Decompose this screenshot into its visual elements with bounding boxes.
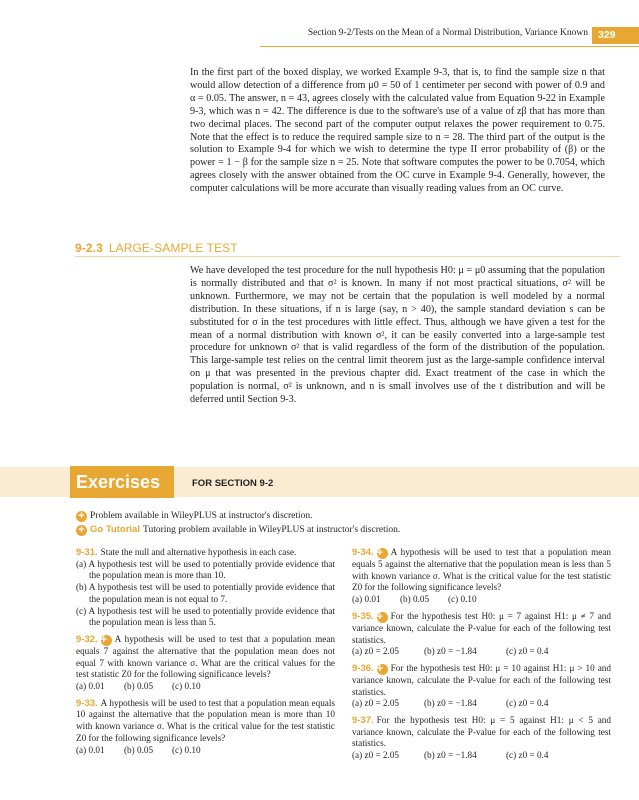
intro-paragraph: In the first part of the boxed display, we worked Example 9-3, that is, to find the sample size n that would allow detection of a difference from μ0 = 50 of 1 centimeter per second with power of 0.9 and α = 0.05. The answer, n = 43, agrees closely with the calculated value from Equation 9-22 in Example 9-3, which was n = 42. The difference is due to the software's use of a value of zβ that has more than two decimal places. The second part of the computer output relaxes the power requirement to 0.75. Note that the effect is to reduce the required sample size to n = 28. The third part of the output is the solution to Example 9-4 for which we wish to determine the type II error probability of (β) or the power = 1 − β for the sample size n = 25. Note that software computes the power to be 0.7054, which agrees closely with the answer obtained from the OC curve in Example 9-4. Generally, however, the computer calculations will be more accurate than visually reading values from an OC curve.	[190, 67, 605, 195]
answer-c: (c) z0 = 0.4	[506, 750, 549, 761]
exercise-text: A hypothesis will be used to test that a population mean equals 7 against the alternative that the population mean does not equal 7 with known variance σ. What are the critical values for the test statistic Z0 for the following significance levels?	[76, 633, 335, 680]
exercise-answers	[352, 594, 611, 606]
answer-a: (a) z0 = 2.05	[352, 750, 400, 761]
exercise-number: 9-34.	[352, 547, 374, 558]
answer-b: (b) z0 = −1.84	[424, 750, 477, 761]
exercise-9-35	[352, 611, 611, 658]
answer-b: (b) 0.05	[400, 594, 430, 605]
exercises-subtitle: FOR SECTION 9-2	[192, 478, 274, 489]
exercises-title: Exercises	[76, 472, 161, 492]
exercise-text: For the hypothesis test H0: μ = 10 against H1: μ > 10 and variance known, calculate the P-value for each of the following test statistics.	[352, 662, 611, 697]
exercise-number: 9-35.	[352, 610, 374, 622]
plus-icon: +	[76, 511, 87, 522]
plus-icon: +	[377, 612, 388, 623]
exercise-answers	[352, 646, 611, 658]
exercise-number: 9-31.	[76, 547, 98, 558]
exercise-9-36	[352, 663, 611, 710]
section-rule	[75, 256, 620, 257]
legend-tutorial	[76, 524, 400, 536]
plus-icon: +	[377, 664, 388, 675]
answer-c: (c) 0.10	[448, 594, 477, 605]
exercise-9-33	[76, 698, 335, 757]
answer-c: (c) z0 = 0.4	[506, 698, 549, 709]
exercise-9-32	[76, 634, 335, 693]
answer-a: (a) 0.01	[352, 594, 381, 605]
exercise-text: A hypothesis will be used to test that a population mean equals 5 against the alternative that the population mean is less than 5 with known variance σ. What is the critical value for the test statistic Z0 for the following significance levels?	[352, 547, 611, 593]
exercise-part: (a) A hypothesis test will be used to potentially provide evidence that the population mean is more than 10.	[76, 558, 335, 581]
section-paragraph: We have developed the test procedure for the null hypothesis H0: μ = μ0 assuming that the population is normally distributed and that σ² is known. In many if not most practical situations, σ² will be unknown. Furthermore, we may not be certain that the population is well modeled by a normal distribution. In these situations, if n is large (say, n > 40), the sample standard deviation s can be substituted for σ in the test procedures with little effect. Thus, although we have given a test for the mean of a normal distribution with known σ², it can be easily converted into a large-sample test procedure for unknown σ² that is valid regardless of the form of the distribution of the population. This large-sample test relies on the central limit theorem just as the large-sample confidence interval on μ that was presented in the previous chapter did. Exact treatment of the case in which the population is normal, σ² is unknown, and n is small involves use of the t distribution and will be deferred until Section 9-3.	[190, 265, 605, 406]
plus-icon: +	[101, 635, 112, 646]
exercise-answers	[76, 681, 335, 693]
exercise-number: 9-37.	[352, 715, 374, 727]
exercise-part: (b) A hypothesis test will be used to potentially provide evidence that the population mean is not equal to 7.	[76, 582, 335, 604]
exercise-number: 9-33.	[76, 697, 98, 709]
running-head: Section 9-2/Tests on the Mean of a Normal Distribution, Variance Known	[307, 28, 588, 38]
exercise-number: 9-32.	[76, 633, 98, 645]
legend-plus-text: Problem available in WileyPLUS at instructor's discretion.	[90, 511, 313, 521]
exercise-text: A hypothesis will be used to test that a population mean equals 10 against the alternative that the population mean is more than 10 with known variance σ. What is the critical value for the test statistic Z0 for the following significance levels?	[76, 697, 335, 743]
go-tutorial-label: Go Tutorial	[90, 524, 140, 535]
exercise-text: For the hypothesis test H0: μ = 5 against H1: μ < 5 and variance known, calculate the P-value for each of the following test statistics.	[352, 715, 611, 749]
exercises-column-right	[352, 547, 611, 767]
answer-c: (c) 0.10	[172, 681, 201, 692]
answer-b: (b) z0 = −1.84	[424, 646, 477, 657]
legend-plus	[76, 511, 313, 522]
exercise-9-31	[76, 547, 335, 629]
answer-a: (a) z0 = 2.05	[352, 698, 400, 709]
answer-b: (b) 0.05	[124, 681, 154, 692]
exercise-answers	[76, 745, 335, 757]
section-number: 9-2.3	[75, 241, 103, 255]
exercise-9-37	[352, 715, 611, 762]
answer-a: (a) z0 = 2.05	[352, 646, 400, 657]
exercise-text: For the hypothesis test H0: μ = 7 against H1: μ ≠ 7 and variance known, calculate the P-value for each of the following test statistics.	[352, 610, 611, 645]
exercise-number: 9-36.	[352, 662, 374, 674]
exercise-9-34	[352, 547, 611, 606]
answer-b: (b) z0 = −1.84	[424, 698, 477, 709]
exercise-text: State the null and alternative hypothesis in each case.	[100, 547, 297, 557]
answer-a: (a) 0.01	[76, 744, 105, 755]
answer-a: (a) 0.01	[76, 681, 105, 692]
section-heading	[75, 241, 238, 255]
exercise-part: (c) A hypothesis test will be used to potentially provide evidence that the population mean is less than 5.	[76, 605, 335, 628]
plus-icon: +	[76, 525, 87, 536]
plus-icon: +	[377, 548, 388, 559]
answer-c: (c) 0.10	[172, 744, 201, 755]
exercise-answers	[352, 698, 611, 710]
exercise-answers	[352, 750, 611, 762]
header-rule	[260, 46, 639, 47]
answer-b: (b) 0.05	[124, 744, 154, 755]
exercises-column-left	[76, 547, 335, 761]
legend-tutorial-text: Tutoring problem available in WileyPLUS at instructor's discretion.	[142, 525, 401, 535]
page-number: 329	[592, 27, 639, 44]
section-title: LARGE-SAMPLE TEST	[108, 241, 238, 255]
answer-c: (c) z0 = 0.4	[506, 646, 549, 657]
